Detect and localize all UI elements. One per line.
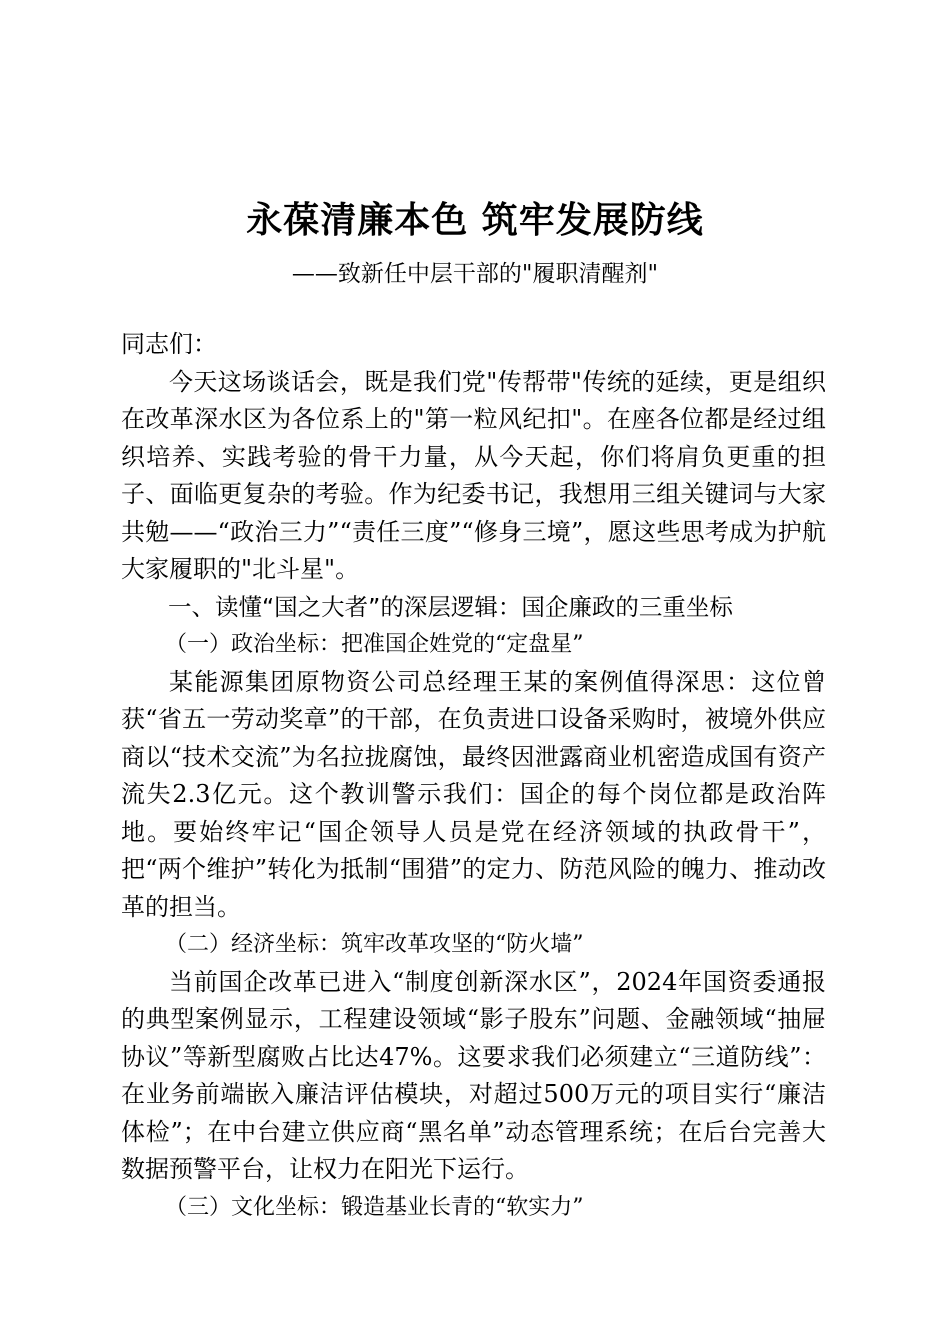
document-body [121, 326, 826, 1226]
subsection-1-heading: （一）政治坐标：把准国企姓党的“定盘星” [165, 632, 584, 657]
subsection-3-heading: （三）文化坐标：锻造基业长青的“软实力” [165, 1194, 584, 1220]
salutation: 同志们： [121, 330, 217, 358]
document-title: 永葆清廉本色 筑牢发展防线 [246, 200, 704, 241]
subsection-2-heading: （二）经济坐标：筑牢改革攻坚的“防火墙” [165, 932, 584, 957]
intro-paragraph: 今天这场谈话会，既是我们党"传帮带"传统的延续，更是组织在改革深水区为各位系上的"第一粒风纪扣"。在座各位都是经过组织培养、实践考验的骨干力量，从今天起，你们将肩负更重的担子、面临更复杂的考验。作为纪委书记，我想用三组关键词与大家共勉——“政治三力”“责任三度”“修身三境”，愿这些思考成为护航大家履职的"北斗星"。 [121, 367, 826, 583]
subsection-2-paragraph: 当前国企改革已进入“制度创新深水区”，2024年国资委通报的典型案例显示，工程建设领域“影子股东”问题、金融领域“抽屉协议”等新型腐败占比达47%。这要求我们必须建立“三道防线”：在业务前端嵌入廉洁评估模块，对超过500万元的项目实行“廉洁体检”；在中台建立供应商“黑名单”动态管理系统；在后台完善大数据预警平台，让权力在阳光下运行。 [121, 967, 826, 1183]
document-subtitle: ——致新任中层干部的"履职清醒剂" [291, 261, 659, 287]
subsection-1-paragraph: 某能源集团原物资公司总经理王某的案例值得深思：这位曾获“省五一劳动奖章”的干部，在负责进口设备采购时，被境外供应商以“技术交流”为名拉拢腐蚀，最终因泄露商业机密造成国有资产流失2.3亿元。这个教训警示我们：国企的每个岗位都是政治阵地。要始终牢记“国企领导人员是党在经济领域的执政骨干”，把“两个维护”转化为抵制“围猎”的定力、防范风险的魄力、推动改革的担当。 [121, 667, 826, 921]
section-1-heading: 一、读懂“国之大者”的深层逻辑：国企廉政的三重坐标 [168, 592, 733, 621]
